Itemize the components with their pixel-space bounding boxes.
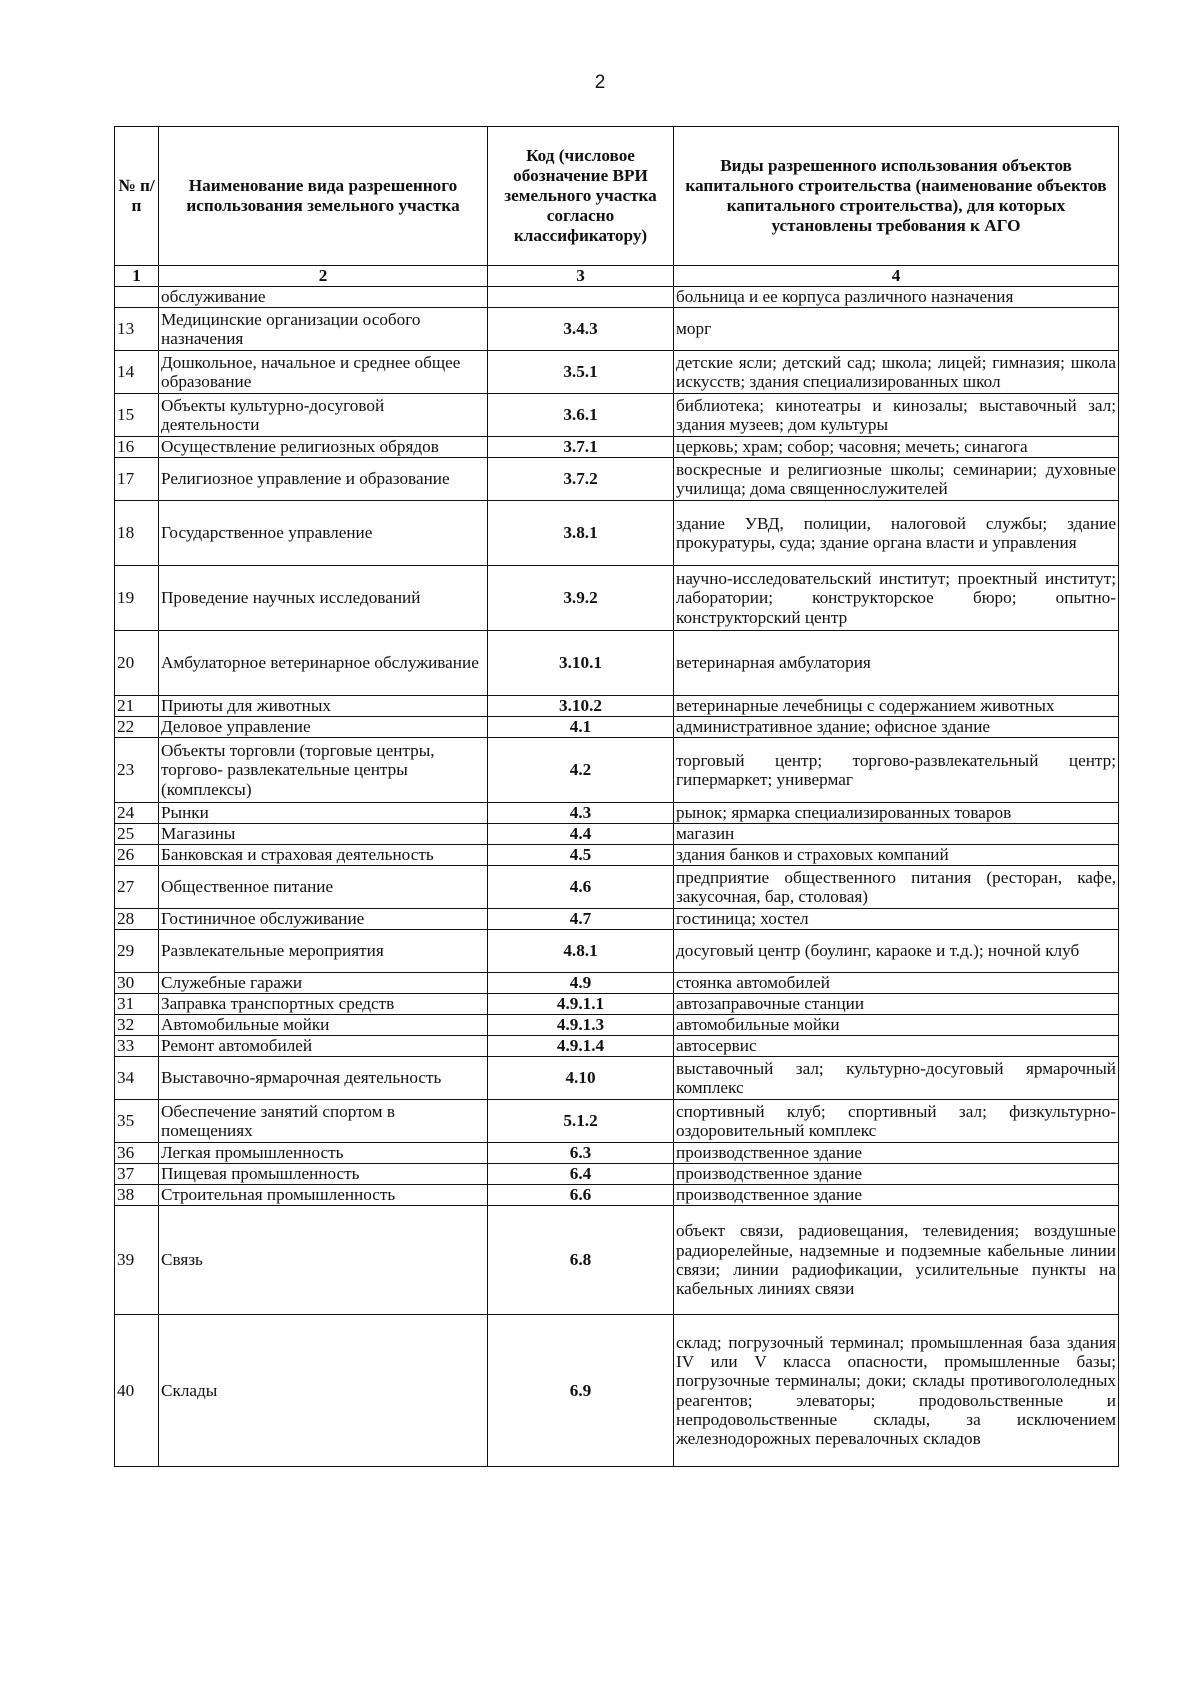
row-number: 25	[115, 824, 159, 845]
land-use-name: Служебные гаражи	[159, 973, 488, 994]
row-number: 20	[115, 631, 159, 696]
building-types: объект связи, радиовещания, телевидения; воздушные радиорелейные, надземные и подземные кабельные линии связи; линии радиофикации, усилительные пункты на кабельных линиях связи	[674, 1206, 1119, 1315]
building-types: морг	[674, 308, 1119, 351]
building-types: воскресные и религиозные школы; семинарии; духовные училища; дома священнослужителей	[674, 458, 1119, 501]
building-types: предприятие общественного питания (ресторан, кафе, закусочная, бар, столовая)	[674, 866, 1119, 909]
building-types: ветеринарные лечебницы с содержанием животных	[674, 696, 1119, 717]
table-row	[115, 1015, 1119, 1036]
land-use-name: Медицинские организации особого назначения	[159, 308, 488, 351]
land-use-name: Рынки	[159, 803, 488, 824]
header-code: Код (числовое обозначение ВРИ земельного участка согласно классификатору)	[488, 127, 674, 266]
row-number: 34	[115, 1057, 159, 1100]
table-row	[115, 1100, 1119, 1143]
classifier-code: 6.4	[488, 1164, 674, 1185]
table-row	[115, 501, 1119, 566]
table-row	[115, 1185, 1119, 1206]
classifier-code: 3.7.1	[488, 437, 674, 458]
building-types: здание УВД, полиции, налоговой службы; здание прокуратуры, суда; здание органа власти и управления	[674, 501, 1119, 566]
row-number	[115, 287, 159, 308]
page-number: 2	[594, 72, 606, 93]
header-num: № п/п	[115, 127, 159, 266]
header-name: Наименование вида разрешенного использования земельного участка	[159, 127, 488, 266]
row-number: 33	[115, 1036, 159, 1057]
table-row	[115, 287, 1119, 308]
table-row	[115, 845, 1119, 866]
building-types: ветеринарная амбулатория	[674, 631, 1119, 696]
classifier-code: 4.10	[488, 1057, 674, 1100]
row-number: 37	[115, 1164, 159, 1185]
building-types: административное здание; офисное здание	[674, 717, 1119, 738]
building-types: церковь; храм; собор; часовня; мечеть; синагога	[674, 437, 1119, 458]
building-types: здания банков и страховых компаний	[674, 845, 1119, 866]
column-number: 4	[674, 266, 1119, 287]
land-use-name: Проведение научных исследований	[159, 566, 488, 631]
row-number: 28	[115, 909, 159, 930]
land-use-name: Пищевая промышленность	[159, 1164, 488, 1185]
classifier-code: 4.9	[488, 973, 674, 994]
building-types: стоянка автомобилей	[674, 973, 1119, 994]
row-number: 29	[115, 930, 159, 973]
land-use-name: Деловое управление	[159, 717, 488, 738]
land-use-name: Объекты культурно-досуговой деятельности	[159, 394, 488, 437]
building-types: автомобильные мойки	[674, 1015, 1119, 1036]
table-row	[115, 1315, 1119, 1467]
land-use-name: Выставочно-ярмарочная деятельность	[159, 1057, 488, 1100]
building-types: выставочный зал; культурно-досуговый ярмарочный комплекс	[674, 1057, 1119, 1100]
classifier-code: 4.6	[488, 866, 674, 909]
table-row	[115, 738, 1119, 803]
building-types: спортивный клуб; спортивный зал; физкультурно-оздоровительный комплекс	[674, 1100, 1119, 1143]
building-types: производственное здание	[674, 1164, 1119, 1185]
row-number: 14	[115, 351, 159, 394]
table-row	[115, 566, 1119, 631]
row-number: 21	[115, 696, 159, 717]
classifier-code: 6.3	[488, 1143, 674, 1164]
table-row	[115, 717, 1119, 738]
table-row	[115, 458, 1119, 501]
building-types: досуговый центр (боулинг, караоке и т.д.); ночной клуб	[674, 930, 1119, 973]
land-use-name: Обеспечение занятий спортом в помещениях	[159, 1100, 488, 1143]
table-row	[115, 1206, 1119, 1315]
row-number: 30	[115, 973, 159, 994]
row-number: 23	[115, 738, 159, 803]
classifier-code: 4.9.1.1	[488, 994, 674, 1015]
classifier-code: 5.1.2	[488, 1100, 674, 1143]
classifier-code: 4.2	[488, 738, 674, 803]
land-use-name: Ремонт автомобилей	[159, 1036, 488, 1057]
building-types: торговый центр; торгово-развлекательный центр; гипермаркет; универмаг	[674, 738, 1119, 803]
classifier-code: 4.9.1.4	[488, 1036, 674, 1057]
classifier-code: 3.5.1	[488, 351, 674, 394]
row-number: 24	[115, 803, 159, 824]
table-row	[115, 824, 1119, 845]
classifier-code: 4.5	[488, 845, 674, 866]
table-row	[115, 973, 1119, 994]
land-use-name: Магазины	[159, 824, 488, 845]
classifier-code: 4.3	[488, 803, 674, 824]
land-use-name: Автомобильные мойки	[159, 1015, 488, 1036]
row-number: 36	[115, 1143, 159, 1164]
land-use-name: Гостиничное обслуживание	[159, 909, 488, 930]
table-row	[115, 696, 1119, 717]
row-number: 35	[115, 1100, 159, 1143]
building-types: научно-исследовательский институт; проектный институт; лаборатории; конструкторское бюро; опытно- конструкторский центр	[674, 566, 1119, 631]
row-number: 31	[115, 994, 159, 1015]
table-row	[115, 866, 1119, 909]
table-row	[115, 803, 1119, 824]
land-use-name: Дошкольное, начальное и среднее общее образование	[159, 351, 488, 394]
classifier-code: 4.8.1	[488, 930, 674, 973]
header-objects: Виды разрешенного использования объектов капитального строительства (наименование объектов капитального строительства), для которых установлены требования к АГО	[674, 127, 1119, 266]
building-types: рынок; ярмарка специализированных товаров	[674, 803, 1119, 824]
land-use-table	[114, 126, 1119, 1467]
classifier-code	[488, 287, 674, 308]
classifier-code: 3.7.2	[488, 458, 674, 501]
land-use-name: Государственное управление	[159, 501, 488, 566]
column-number: 1	[115, 266, 159, 287]
land-use-name: Связь	[159, 1206, 488, 1315]
row-number: 40	[115, 1315, 159, 1467]
land-use-name: Развлекательные мероприятия	[159, 930, 488, 973]
land-use-name: Приюты для животных	[159, 696, 488, 717]
building-types: склад; погрузочный терминал; промышленная база здания IV или V класса опасности, промышленные базы; погрузочные терминалы; доки; склады противогололедных реагентов; элеваторы; продовольственные и непродовольственные склады, за исключением железнодорожных перевалочных складов	[674, 1315, 1119, 1467]
classifier-code: 4.9.1.3	[488, 1015, 674, 1036]
table-row	[115, 394, 1119, 437]
classifier-code: 3.10.1	[488, 631, 674, 696]
classifier-code: 3.4.3	[488, 308, 674, 351]
land-use-name: Банковская и страховая деятельность	[159, 845, 488, 866]
land-use-name: Заправка транспортных средств	[159, 994, 488, 1015]
classifier-code: 4.4	[488, 824, 674, 845]
land-use-name: Строительная промышленность	[159, 1185, 488, 1206]
row-number: 38	[115, 1185, 159, 1206]
classifier-code: 6.9	[488, 1315, 674, 1467]
table-row	[115, 1057, 1119, 1100]
table-row	[115, 308, 1119, 351]
row-number: 27	[115, 866, 159, 909]
row-number: 22	[115, 717, 159, 738]
table-row	[115, 909, 1119, 930]
column-number-row	[115, 266, 1119, 287]
land-use-name: Общественное питание	[159, 866, 488, 909]
classifier-code: 4.7	[488, 909, 674, 930]
classifier-code: 3.9.2	[488, 566, 674, 631]
building-types: гостиница; хостел	[674, 909, 1119, 930]
row-number: 13	[115, 308, 159, 351]
column-number: 3	[488, 266, 674, 287]
row-number: 17	[115, 458, 159, 501]
building-types: автозаправочные станции	[674, 994, 1119, 1015]
land-use-name: Осуществление религиозных обрядов	[159, 437, 488, 458]
table-row	[115, 930, 1119, 973]
table-row	[115, 1143, 1119, 1164]
row-number: 15	[115, 394, 159, 437]
building-types: библиотека; кинотеатры и кинозалы; выставочный зал; здания музеев; дом культуры	[674, 394, 1119, 437]
table-row	[115, 1164, 1119, 1185]
row-number: 39	[115, 1206, 159, 1315]
row-number: 18	[115, 501, 159, 566]
land-use-name: Склады	[159, 1315, 488, 1467]
land-use-name: Амбулаторное ветеринарное обслуживание	[159, 631, 488, 696]
classifier-code: 6.6	[488, 1185, 674, 1206]
table-header-row	[115, 127, 1119, 266]
table-row	[115, 351, 1119, 394]
building-types: производственное здание	[674, 1143, 1119, 1164]
classifier-code: 3.10.2	[488, 696, 674, 717]
table-row	[115, 1036, 1119, 1057]
building-types: детские ясли; детский сад; школа; лицей; гимназия; школа искусств; здания специализированных школ	[674, 351, 1119, 394]
table-row	[115, 437, 1119, 458]
row-number: 16	[115, 437, 159, 458]
row-number: 32	[115, 1015, 159, 1036]
column-number: 2	[159, 266, 488, 287]
classifier-code: 4.1	[488, 717, 674, 738]
land-use-name: Легкая промышленность	[159, 1143, 488, 1164]
building-types: производственное здание	[674, 1185, 1119, 1206]
building-types: магазин	[674, 824, 1119, 845]
land-use-name: обслуживание	[159, 287, 488, 308]
table-row	[115, 994, 1119, 1015]
classifier-code: 3.6.1	[488, 394, 674, 437]
land-use-name: Религиозное управление и образование	[159, 458, 488, 501]
classifier-code: 6.8	[488, 1206, 674, 1315]
classifier-code: 3.8.1	[488, 501, 674, 566]
row-number: 19	[115, 566, 159, 631]
table-row	[115, 631, 1119, 696]
building-types: автосервис	[674, 1036, 1119, 1057]
row-number: 26	[115, 845, 159, 866]
building-types: больница и ее корпуса различного назначения	[674, 287, 1119, 308]
land-use-name: Объекты торговли (торговые центры, торгово- развлекательные центры (комплексы)	[159, 738, 488, 803]
